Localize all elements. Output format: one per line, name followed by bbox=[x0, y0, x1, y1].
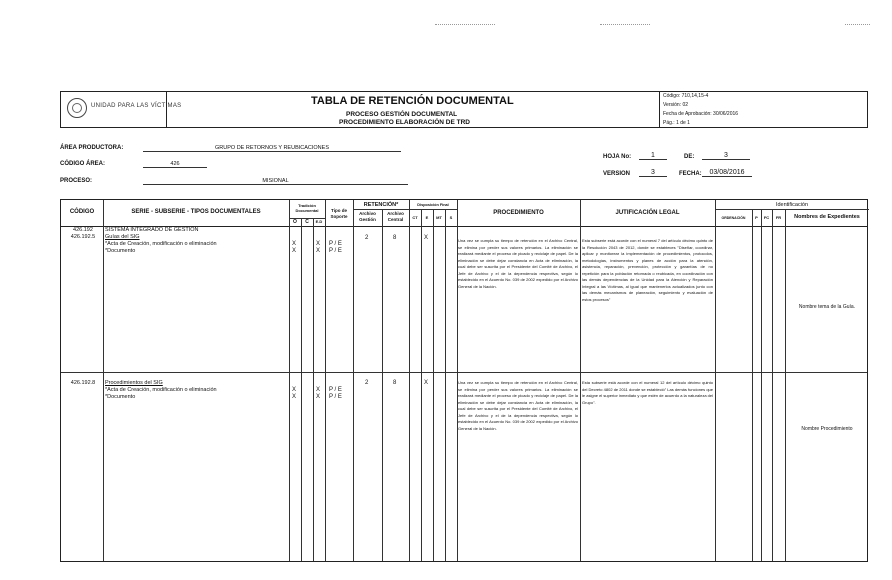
col-archivo-gestion: Archivo Gestión bbox=[359, 211, 376, 222]
document-type: *Documento bbox=[105, 248, 136, 254]
retention-central: 8 bbox=[393, 380, 397, 386]
col-line bbox=[301, 218, 302, 561]
procedure-subtitle: PROCEDIMIENTO ELABORACIÓN DE TRD bbox=[339, 119, 470, 126]
col-retencion: RETENCIÓN* bbox=[363, 202, 399, 208]
divider bbox=[659, 92, 660, 127]
subserie-name: Procedimientos del SIG bbox=[105, 380, 163, 386]
retention-table bbox=[60, 199, 868, 562]
subserie-code: 426.192.5 bbox=[70, 234, 96, 240]
col-line bbox=[772, 209, 773, 561]
col-identificacion: Identificación bbox=[775, 202, 809, 208]
retention-central: 8 bbox=[393, 235, 397, 241]
col-codigo: CÓDIGO bbox=[69, 209, 95, 215]
col-mt: MT bbox=[436, 215, 442, 220]
ed-mark: X bbox=[316, 248, 321, 254]
process-value: MISIONAL bbox=[143, 178, 408, 185]
file-name: Nombre Procedimiento bbox=[801, 426, 853, 432]
legal-justification: Esta subserie está acorde con el numeral 12 del artículo décimo quinto del Decreto 4802 de 2011 donde se estableció" Las demás funciones que le asigne el superior inmediato y que estén de acuerdo a la naturaleza del Grupo". bbox=[582, 380, 713, 405]
disposition-mark: X bbox=[424, 235, 429, 241]
original-mark: X bbox=[292, 394, 297, 400]
scan-mark bbox=[435, 24, 495, 25]
version-label: VERSION bbox=[603, 171, 631, 177]
col-fc: FC bbox=[763, 215, 770, 220]
retention-gestion: 2 bbox=[365, 380, 369, 386]
col-line bbox=[409, 200, 410, 561]
sheet-label: HOJA No: bbox=[603, 154, 632, 160]
col-s: S bbox=[449, 215, 453, 220]
col-line bbox=[785, 209, 786, 561]
col-line bbox=[103, 200, 104, 561]
col-line bbox=[325, 200, 326, 561]
col-e: E bbox=[425, 215, 429, 220]
serie-code: 426.192 bbox=[73, 227, 93, 233]
date-value: 03/08/2016 bbox=[702, 169, 752, 177]
col-procedimiento: PROCEDIMIENTO bbox=[493, 210, 544, 216]
original-mark: X bbox=[292, 248, 297, 254]
approval-date: Fecha de Aprobación: 30/06/2016 bbox=[663, 111, 739, 117]
document-header bbox=[60, 91, 868, 128]
soporte-value: P / E bbox=[329, 248, 342, 254]
subserie-name: Guías del SIG bbox=[105, 234, 140, 240]
col-tradicion: Tradición Documental bbox=[295, 203, 319, 213]
col-line bbox=[353, 200, 354, 561]
form-code: Código: 710,14,15-4 bbox=[663, 93, 709, 99]
ed-mark: X bbox=[316, 387, 321, 393]
col-line bbox=[289, 200, 290, 561]
soporte-value: P / E bbox=[329, 387, 342, 393]
divider bbox=[166, 92, 167, 127]
col-justificacion: JUTIFICACIÓN LEGAL bbox=[615, 210, 680, 216]
of-label: DE: bbox=[684, 154, 695, 160]
serie-name: SISTEMA INTEGRADO DE GESTIÓN bbox=[105, 227, 199, 233]
date-label: FECHA: bbox=[679, 171, 702, 177]
page-number: Pág.: 1 de 1 bbox=[663, 120, 690, 126]
document-title: TABLA DE RETENCIÓN DOCUMENTAL bbox=[311, 95, 514, 107]
document-type: *Acta de Creación, modificación o eliminación bbox=[105, 387, 217, 393]
entity-logo-text: UNIDAD PARA LAS VÍCTIMAS bbox=[91, 103, 182, 109]
col-line bbox=[421, 209, 422, 561]
procedure-text: Una vez se cumpla su tiempo de retención en el Archivo Central, se elimina por perder sus valores primarios. La eliminación se realizará mediante el proceso de picado y reciclaje de papel. De la eliminación se debe dejar constancia en Acta de eliminación, la cual debe ser suscrita por el Presidente del Comité de Archivo, el Jefe de Archivo y el de la dependencia respectiva, según lo establecido en el Acuerdo No. 039 de 2002 expedido por el Archivo General de la Nación. bbox=[458, 238, 578, 289]
col-o: O bbox=[293, 219, 297, 225]
version-value: 3 bbox=[639, 169, 667, 177]
col-ordenacion: ORDENACIÓN bbox=[721, 216, 746, 220]
area-code-value: 426 bbox=[143, 161, 207, 168]
subserie-code: 426.192.8 bbox=[70, 380, 96, 386]
col-p: P bbox=[755, 215, 758, 220]
col-line bbox=[382, 209, 383, 561]
col-archivo-central: Archivo Central bbox=[387, 211, 404, 222]
soporte-value: P / E bbox=[329, 394, 342, 400]
col-serie: SERIE - SUBSERIE - TIPOS DOCUMENTALES bbox=[131, 209, 261, 215]
scan-mark bbox=[600, 24, 650, 25]
sub-header-line bbox=[353, 209, 409, 210]
ed-mark: X bbox=[316, 241, 321, 247]
document-type: *Acta de Creación, modificación o eliminación bbox=[105, 241, 217, 247]
retention-gestion: 2 bbox=[365, 235, 369, 241]
sub-header-line bbox=[409, 209, 457, 210]
col-disposicion: Disposición Final bbox=[417, 203, 449, 207]
col-line bbox=[313, 218, 314, 561]
sheet-value: 1 bbox=[639, 152, 667, 160]
col-ct: CT bbox=[412, 215, 418, 220]
disposition-mark: X bbox=[424, 380, 429, 386]
process-label: PROCESO: bbox=[60, 178, 93, 184]
col-line bbox=[761, 209, 762, 561]
original-mark: X bbox=[292, 241, 297, 247]
col-line bbox=[580, 200, 581, 561]
legal-justification: Esta subserie está acorde con el numeral 7 del artículo décimo quinto de la Resolución 2043 de 2012, donde se estableces "Diseñar, coordinar, aplicar y monitorear la implementación de procedimientos, protocolos, metodologías, instrumentos y planes de acción para la atención, asistencia, reparación, prevención, protección y garantías de no repetición para la población retornada o reubicada, en coordinación con las demás dependencias de la Unidad para la Atención y Reparación Integral a las Víctimas, al igual que mantenerlos actualizados junto con las demás mecanismos de planeación, seguimiento y evaluación de estos procesos" bbox=[582, 238, 713, 302]
col-ed: E.D bbox=[315, 219, 323, 224]
sub-header-line bbox=[715, 209, 869, 210]
ed-mark: X bbox=[316, 394, 321, 400]
col-c: C bbox=[305, 219, 309, 225]
row-separator bbox=[61, 372, 867, 373]
scan-mark bbox=[845, 24, 870, 25]
of-value: 3 bbox=[702, 152, 750, 160]
col-line bbox=[433, 209, 434, 561]
document-type: *Documento bbox=[105, 394, 136, 400]
col-line bbox=[445, 209, 446, 561]
col-line bbox=[715, 200, 716, 561]
form-version: Versión: 02 bbox=[663, 102, 689, 108]
col-line bbox=[752, 209, 753, 561]
soporte-value: P / E bbox=[329, 241, 342, 247]
area-label: ÁREA PRODUCTORA: bbox=[60, 145, 124, 151]
col-nombres: Nombres de Expedientes bbox=[794, 214, 860, 220]
file-name: Nombre tema de la Guía. bbox=[798, 304, 856, 310]
area-value: GRUPO DE RETORNOS Y REUBICACIONES bbox=[143, 145, 401, 152]
procedure-text: Una vez se cumpla su tiempo de retención en el Archivo Central, se elimina por perder sus valores primarios. La eliminación se realizará mediante el proceso de picado y reciclaje de papel. De la eliminación se debe dejar constancia en Acta de eliminación, la cual debe ser suscrita por el Presidente del Comité de Archivo, el Jefe de Archivo y el de la dependencia respectiva, según lo establecido en el Acuerdo No. 039 de 2002 expedido por el Archivo General de la Nación. bbox=[458, 380, 578, 431]
entity-seal-icon bbox=[67, 98, 87, 118]
area-code-label: CÓDIGO ÁREA: bbox=[60, 161, 105, 167]
col-soporte: Tipo de Soporte bbox=[330, 208, 348, 219]
original-mark: X bbox=[292, 387, 297, 393]
process-subtitle: PROCESO GESTIÓN DOCUMENTAL bbox=[346, 111, 458, 118]
col-fr: FR bbox=[775, 215, 782, 220]
